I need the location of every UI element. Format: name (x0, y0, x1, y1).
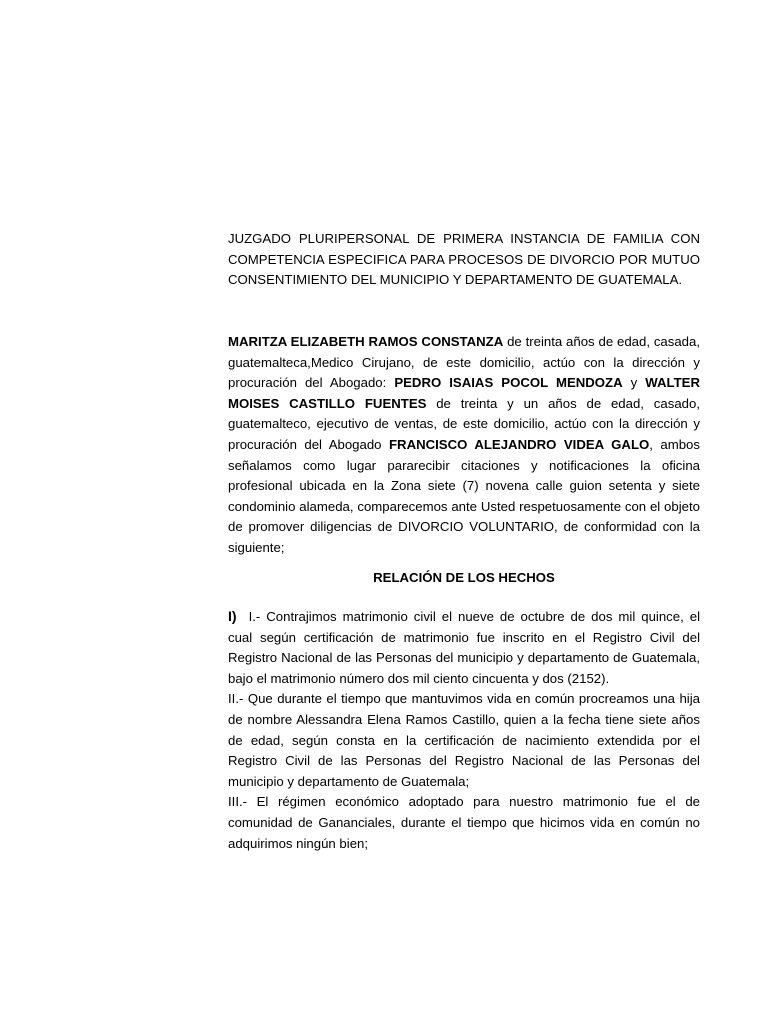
intro-text-4: , ambos señalamos como lugar pararecibir citaciones y notificaciones la oficina profesional ubicada en la Zona siete (7) novena calle guion setenta y siete condominio alameda, comparecemos ante Usted respetuosamente con el objeto de promover diligencias de DIVORCIO VOLUNTARIO, de conformidad con la siguiente; (228, 436, 700, 555)
court-header (228, 229, 700, 291)
fact-1-text: I.- Contrajimos matrimonio civil el nueve de octubre de dos mil quince, el cual según certificación de matrimonio fue inscrito en el Registro Civil del Registro Nacional de las Personas del municipio y departamento de Guatemala, bajo el matrimonio número dos mil ciento cincuenta y dos (2152). (228, 609, 700, 686)
intro-text-3: de treinta y un años de edad, casado, guatemalteco, ejecutivo de ventas, de este domicilio, actúo con la dirección y procuración del Abogado (228, 395, 700, 452)
court-header-text: JUZGADO PLURIPERSONAL DE PRIMERA INSTANCIA DE FAMILIA CON COMPETENCIA ESPECIFICA PARA PROCESOS DE DIVORCIO POR MUTUO CONSENTIMIENTO DEL MUNICIPIO Y DEPARTAMENTO DE GUATEMALA. (228, 231, 700, 288)
intro-paragraph (228, 332, 700, 559)
party1-name: MARITZA ELIZABETH RAMOS CONSTANZA (228, 334, 504, 349)
facts-section (228, 606, 700, 854)
lawyer1-name: PEDRO ISAIAS POCOL MENDOZA (394, 375, 623, 391)
lawyer2-name: FRANCISCO ALEJANDRO VIDEA GALO (388, 436, 650, 452)
intro-text-1: de treinta años de edad, casada, guatemalteca,Medico Cirujano, de este domicilio, actúo con la dirección y procuración del Abogado: (228, 334, 701, 391)
fact-3: III.- El régimen económico adoptado para nuestro matrimonio fue el de comunidad de Gananciales, durante el tiempo que hicimos vida en común no adquirimos ningún bien; (228, 794, 700, 851)
fact-2: II.- Que durante el tiempo que mantuvimos vida en común procreamos una hija de nombre Alessandra Elena Ramos Castillo, quien a la fecha tiene siete años de edad, según consta en la certificación de nacimiento extendida por el Registro Civil de las Personas del Registro Nacional de las Personas del municipio y departamento de Guatemala; (228, 691, 700, 789)
section-title: RELACIÓN DE LOS HECHOS (373, 570, 555, 585)
fact-1 (228, 606, 700, 689)
intro-text (228, 332, 700, 559)
fact-marker: I) (228, 608, 237, 624)
party2-name: WALTER MOISES CASTILLO FUENTES (228, 375, 700, 411)
intro-text-2: y (622, 375, 646, 391)
